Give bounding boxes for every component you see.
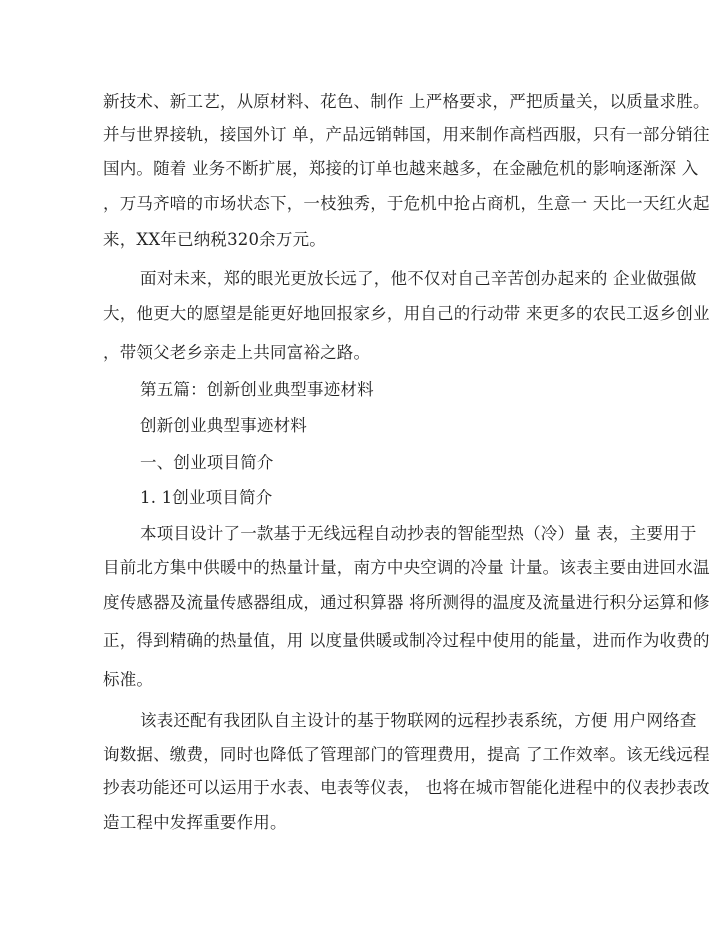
text-line: 来，XX年已纳税320余万元。 [103, 230, 326, 249]
section-heading: 第五篇：创新创业典型事迹材料 [140, 380, 374, 399]
text-line: 面对未来，郑的眼光更放长远了，他不仅对自己辛苦创办起来的 企业做强做 [140, 269, 697, 288]
text-line: 新技术、新工艺，从原材料、花色、制作 上严格要求，严把质量关，以质量求胜。 [103, 92, 710, 111]
section-heading: 一、创业项目简介 [140, 453, 274, 472]
text-line: 正，得到精确的热量值，用 以度量供暖或制冷过程中使用的能量，进而作为收费的 [103, 631, 710, 650]
text-line: 询数据、缴费，同时也降低了管理部门的管理费用，提高 了工作效率。该无线远程 [103, 745, 710, 764]
text-line: 目前北方集中供暖中的热量计量，南方中央空调的冷量 计量。该表主要由进回水温 [103, 558, 710, 577]
text-line: 标准。 [103, 670, 154, 689]
text-line: 并与世界接轨，接国外订 单，产品远销韩国，用来制作高档西服，只有一部分销往 [103, 125, 710, 144]
text-line: 本项目设计了一款基于无线远程自动抄表的智能型热（冷）量 表，主要用于 [140, 524, 697, 543]
text-line: ，万马齐喑的市场状态下，一枝独秀，于危机中抢占商机，生意一 天比一天红火起 [103, 194, 710, 213]
section-heading: 1. 1创业项目简介 [140, 488, 273, 507]
section-heading: 创新创业典型事迹材料 [140, 416, 307, 435]
text-line: 度传感器及流量传感器组成，通过积算器 将所测得的温度及流量进行积分运算和修 [103, 593, 710, 612]
text-line: ，带领父老乡亲走上共同富裕之路。 [103, 343, 371, 362]
text-line: 抄表功能还可以运用于水表、电表等仪表， 也将在城市智能化进程中的仪表抄表改 [103, 778, 710, 797]
text-line: 造工程中发挥重要作用。 [103, 813, 287, 832]
text-line: 大，他更大的愿望是能更好地回报家乡，用自己的行动带 来更多的农民工返乡创业 [103, 304, 710, 323]
text-line: 国内。随着 业务不断扩展，郑接的订单也越来越多，在金融危机的影响逐渐深 入 [103, 159, 699, 178]
text-line: 该表还配有我团队自主设计的基于物联网的远程抄表系统，方便 用户网络查 [140, 711, 697, 730]
